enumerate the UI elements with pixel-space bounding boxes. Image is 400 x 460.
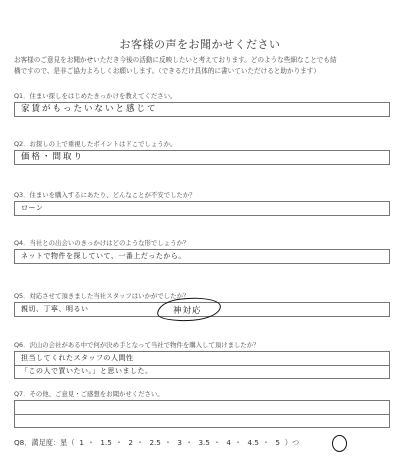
separator: ・: [115, 438, 123, 447]
rating-option[interactable]: 4: [226, 438, 231, 447]
intro-text: [14, 55, 390, 77]
question-5: [14, 291, 390, 317]
answer-emphasis-text: 神対応: [173, 306, 202, 316]
answer-text: 価格・間取り: [21, 152, 85, 162]
rating-option[interactable]: 2.5: [149, 438, 161, 447]
answer-text-line-2: 「この人で買いたい。」と思いました。: [21, 367, 153, 375]
question-2: [14, 139, 390, 165]
question-label: Q7．その他、ご意見・ご感想をお聞かせください。: [14, 390, 164, 398]
separator: ・: [185, 438, 193, 447]
answer-text: 家賃がもったいないと感じて: [21, 104, 158, 114]
separator: ・: [262, 438, 270, 447]
separator: ・: [234, 438, 242, 447]
answer-box[interactable]: [14, 150, 390, 165]
question-1: [14, 91, 390, 117]
answer-box[interactable]: [14, 201, 390, 216]
separator: ・: [164, 438, 172, 447]
rating-suffix: ）つ: [284, 438, 300, 447]
answer-box[interactable]: [14, 102, 390, 117]
rating-option[interactable]: 5: [275, 438, 280, 447]
question-6: [14, 340, 390, 379]
rating-label: Q8．満足度：星（: [14, 438, 75, 447]
answer-box[interactable]: [14, 351, 390, 379]
rating-option[interactable]: 3: [177, 438, 182, 447]
question-3: [14, 190, 390, 216]
answer-text: 親切、丁寧、明るい: [21, 305, 89, 313]
separator: ・: [87, 438, 95, 447]
page-title: お客様の声をお聞かせください: [119, 38, 281, 51]
intro-line-1: お客様のご意見をお聞かせいただき今後の活動に反映したいと考えております。どのような些細なことでも結: [14, 56, 337, 64]
answer-box[interactable]: [14, 249, 390, 264]
question-label: Q5．対応させて頂きました当社スタッフはいかがでしたか？: [14, 292, 190, 300]
rating-option[interactable]: 2: [128, 438, 133, 447]
separator: ・: [213, 438, 221, 447]
separator: ・: [136, 438, 144, 447]
answer-box[interactable]: [14, 302, 390, 317]
answer-text: ネットで物件を探していて、一番上だったから。: [21, 252, 186, 260]
question-label: Q3．住まいを購入するにあたり、どんなことが不安でしたか？: [14, 191, 196, 199]
satisfaction-rating: [14, 438, 390, 452]
box-divider: [15, 414, 389, 415]
rating-option[interactable]: 3.5: [198, 438, 210, 447]
answer-text: ローン: [21, 204, 44, 212]
rating-option-selected[interactable]: 4.5: [247, 438, 259, 447]
question-label: Q6．沢山の会社がある中で何が決め手となって当社で物件を購入して頂けましたか？: [14, 341, 260, 349]
intro-line-2: 構ですので、是非ご協力よろしくお願いします。（できるだけ具体的に書いていただけると助かります）: [14, 67, 320, 75]
question-7: [14, 389, 390, 428]
question-label: Q2．お探しの上で重視したポイントはドこでしょうか。: [14, 140, 177, 148]
question-label: Q1．住まい探しをはじめたきっかけを教えてください。: [14, 92, 177, 100]
question-label: Q4．当社との出会いのきっかけはどのような形でしょうか？: [14, 239, 190, 247]
answer-text-line-1: 担当してくれたスタッフの人間性: [21, 354, 134, 362]
question-4: [14, 238, 390, 264]
rating-option[interactable]: 1: [79, 438, 84, 447]
rating-option[interactable]: 1.5: [100, 438, 112, 447]
selected-rating-circle-mark: [332, 435, 347, 452]
answer-box[interactable]: [14, 400, 390, 428]
